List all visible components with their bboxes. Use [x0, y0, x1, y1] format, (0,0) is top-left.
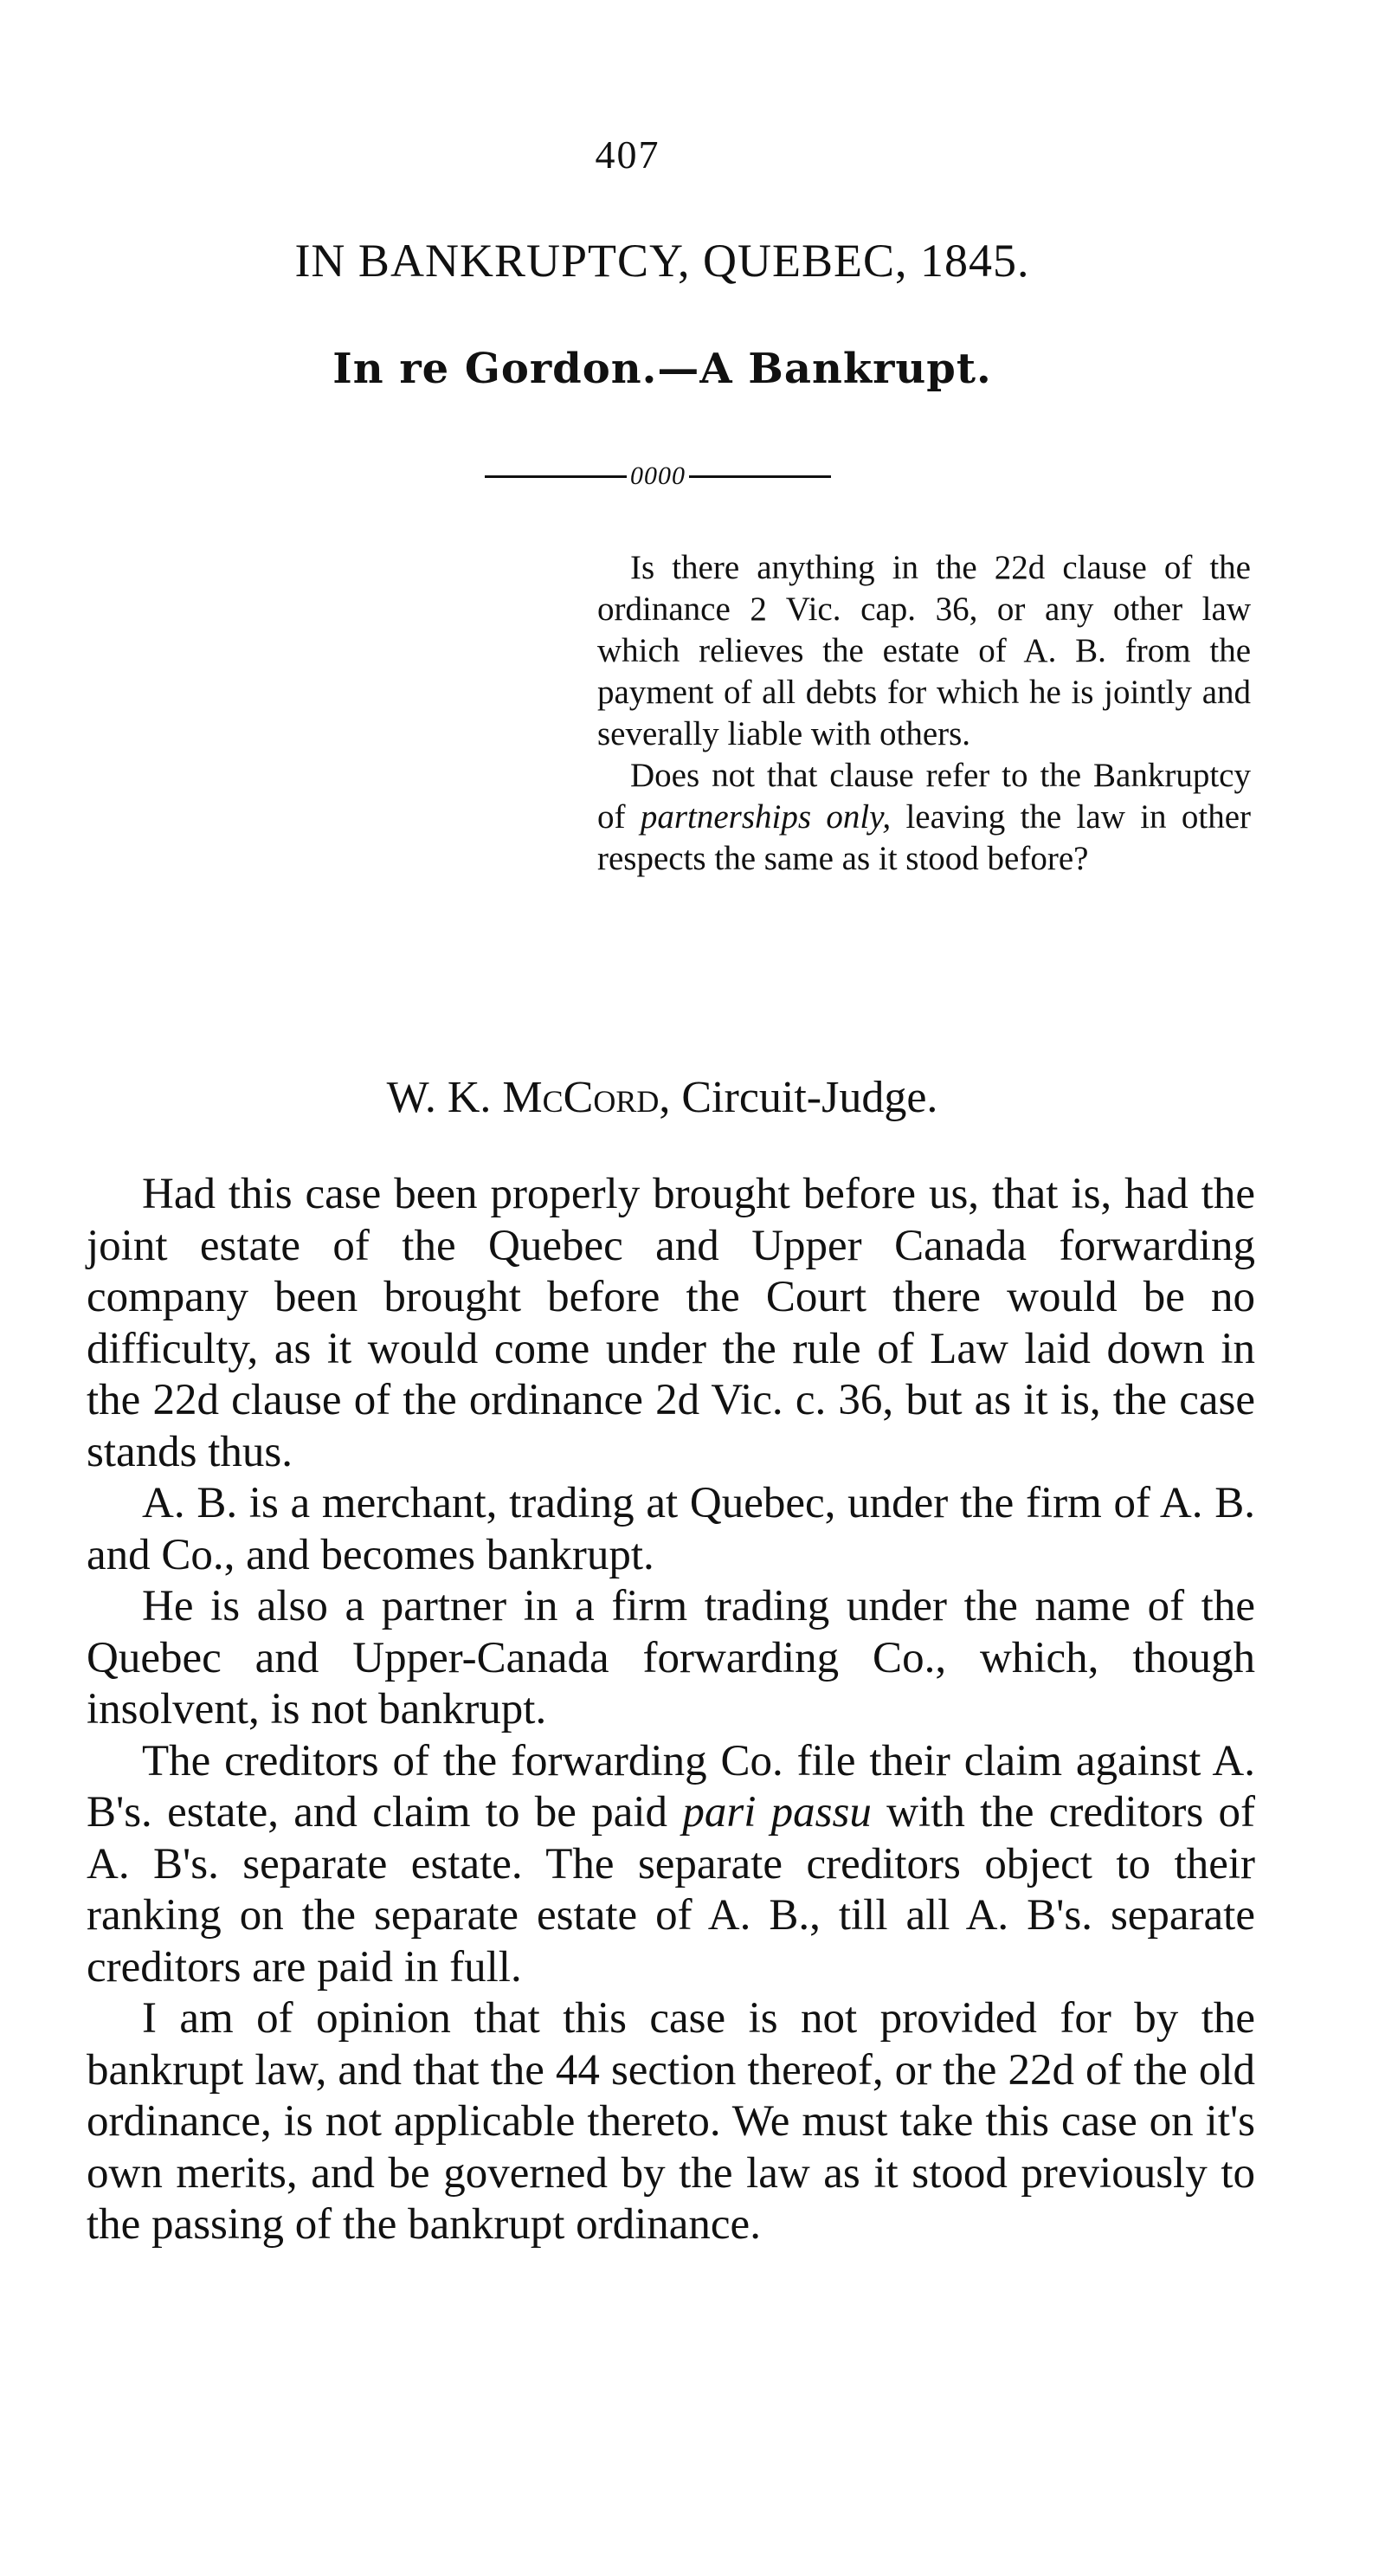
opinion-emphasis: pari passu: [682, 1788, 872, 1837]
case-title: In re Gordon.—A Bankrupt.: [332, 345, 992, 393]
opinion-body: [87, 1169, 1255, 2251]
opinion-paragraph: [87, 1736, 1255, 1994]
opinion-paragraph: I am of opinion that this case is not provided for by the bankrupt law, and that the 44 section thereof, or the 22d of the old ordinance, is not applicable thereto. We must take this case on it's own merits, and be governed by the law as it stood previously to the passing of the bankrupt ordinance.: [87, 1994, 1255, 2249]
court-heading: IN BANKRUPTCY, QUEBEC, 1845.: [294, 235, 1030, 287]
judge-title: , Circuit-Judge.: [659, 1073, 938, 1122]
divider-ornament: 0000: [630, 462, 686, 490]
page-number: 407: [595, 132, 660, 177]
judge-line: [0, 1072, 1324, 1123]
divider-rule-right: [689, 475, 831, 478]
headnote: [597, 547, 1251, 880]
opinion-text: The creditors of the forwarding Co. file their claim against A. B's. estate, and claim to be paid: [87, 1736, 1255, 1837]
judge-initials: W. K.: [386, 1073, 503, 1122]
section-divider: [485, 459, 831, 494]
judge-surname: McCord: [502, 1073, 660, 1122]
opinion-paragraph: Had this case been properly brought before us, that is, had the joint estate of the Quebec and Upper Canada forwarding company been brought before the Court there would be no difficulty, as it would come under the rule of Law laid down in the 22d clause of the ordinance 2d Vic. c. 36, but as it is, the case stands thus.: [87, 1170, 1255, 1476]
opinion-text: with the creditors of A. B's. separate estate. The separate creditors object to their ranking on the separate estate of A. B., till all A. B's. separate creditors are paid in full.: [87, 1788, 1255, 1992]
headnote-paragraph: Is there anything in the 22d clause of the ordinance 2 Vic. cap. 36, or any other law which relieves the estate of A. B. from the payment of all debts for which he is jointly and severally liable with others.: [597, 549, 1251, 752]
headnote-text: Does not that clause refer to the Bankruptcy of: [597, 757, 1251, 836]
opinion-paragraph: A. B. is a merchant, trading at Quebec, under the firm of A. B. and Co., and becomes bankrupt.: [87, 1479, 1255, 1579]
headnote-paragraph: [597, 755, 1251, 880]
headnote-text: leaving the law in other respects the same as it stood before?: [597, 798, 1251, 877]
divider-rule-left: [485, 475, 627, 478]
opinion-paragraph: He is also a partner in a firm trading under the name of the Quebec and Upper-Canada forwarding Co., which, though insolvent, is not bankrupt.: [87, 1582, 1255, 1733]
headnote-emphasis: partnerships only,: [640, 798, 892, 836]
